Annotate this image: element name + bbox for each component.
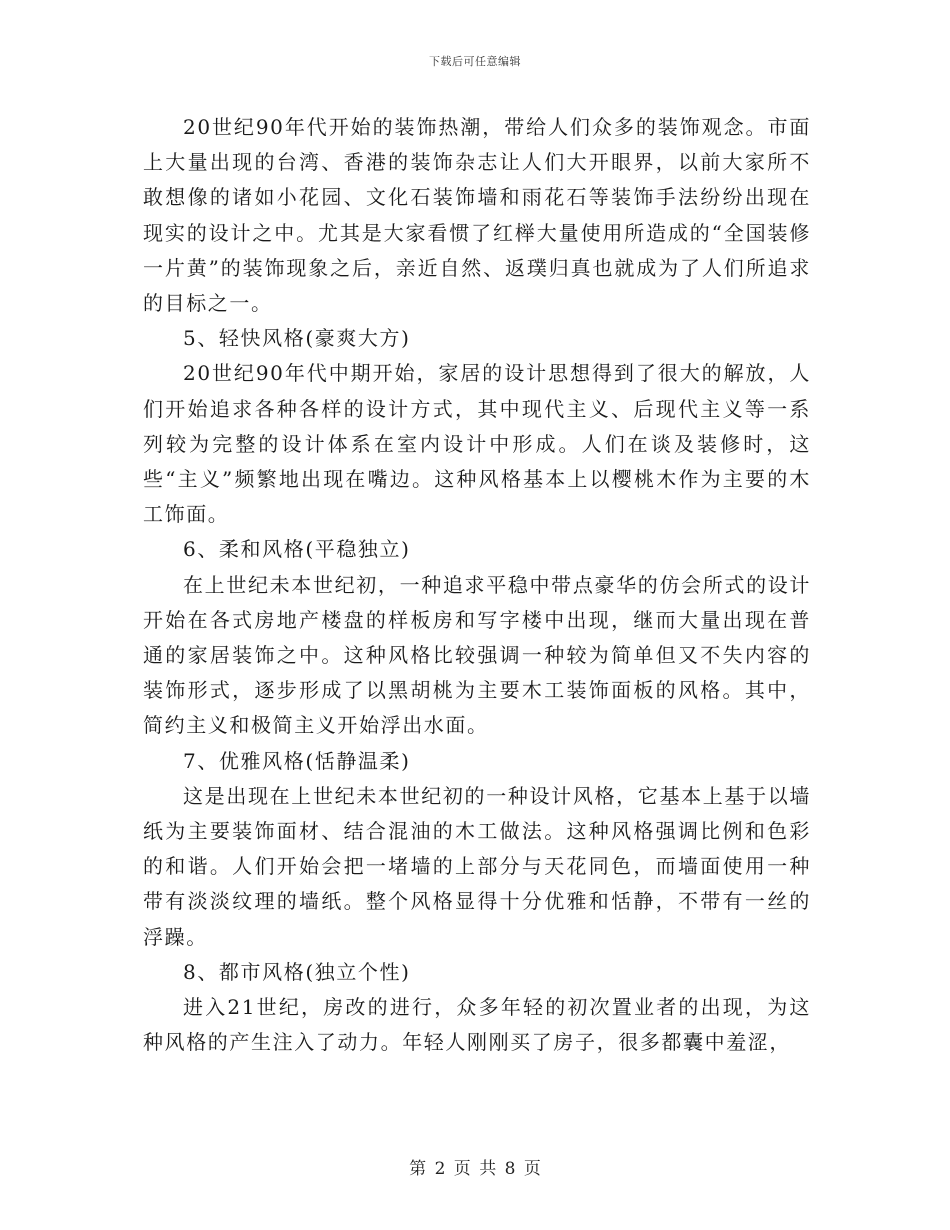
paragraph-elegant-style: 这是出现在上世纪未本世纪初的一种设计风格，它基本上基于以墙纸为主要装饰面材、结合混油的木工做法。这种风格强调比例和色彩的和谐。人们开始会把一堵墙的上部分与天花同色，而墙面使用一种带有淡淡纹理的墙纸。整个风格显得十分优雅和恬静，不带有一丝的浮躁。: [143, 783, 811, 949]
paragraph-light-style: 20世纪90年代中期开始，家居的设计思想得到了很大的解放，人们开始追求各种各样的设计方式，其中现代主义、后现代主义等一系列较为完整的设计体系在室内设计中形成。人们在谈及装修时，这些“主义”频繁地出现在嘴边。这种风格基本上以樱桃木作为主要的木工饰面。: [143, 361, 811, 527]
page-header: 下载后可任意编辑: [429, 55, 521, 68]
paragraph-urban-style: 进入21世纪，房改的进行，众多年轻的初次置业者的出现，为这种风格的产生注入了动力。年轻人刚刚买了房子，很多都囊中羞涩，: [143, 995, 811, 1055]
section-heading-urban-style: 8、都市风格(独立个性): [183, 959, 411, 984]
document-body: [143, 110, 811, 1060]
section-heading-light-style: 5、轻快风格(豪爽大方): [183, 326, 411, 351]
paragraph-soft-style: 在上世纪未本世纪初，一种追求平稳中带点豪华的仿会所式的设计开始在各式房地产楼盘的样板房和写字楼中出现，继而大量出现在普通的家居装饰之中。这种风格比较强调一种较为简单但又不失内容的装饰形式，逐步形成了以黑胡桃为主要木工装饰面板的风格。其中，简约主义和极简主义开始浮出水面。: [143, 572, 811, 738]
section-heading-soft-style: 6、柔和风格(平稳独立): [183, 537, 411, 562]
page-number-footer: 第 2 页 共 8 页: [409, 1159, 541, 1179]
section-heading-elegant-style: 7、优雅风格(恬静温柔): [183, 748, 411, 773]
paragraph-decoration-trend: 20世纪90年代开始的装饰热潮，带给人们众多的装饰观念。市面上大量出现的台湾、香港的装饰杂志让人们大开眼界，以前大家所不敢想像的诸如小花园、文化石装饰墙和雨花石等装饰手法纷纷出现在现实的设计之中。尤其是大家看惯了红榉大量使用所造成的“全国装修一片黄”的装饰现象之后，亲近自然、返璞归真也就成为了人们所追求的目标之一。: [143, 115, 811, 316]
